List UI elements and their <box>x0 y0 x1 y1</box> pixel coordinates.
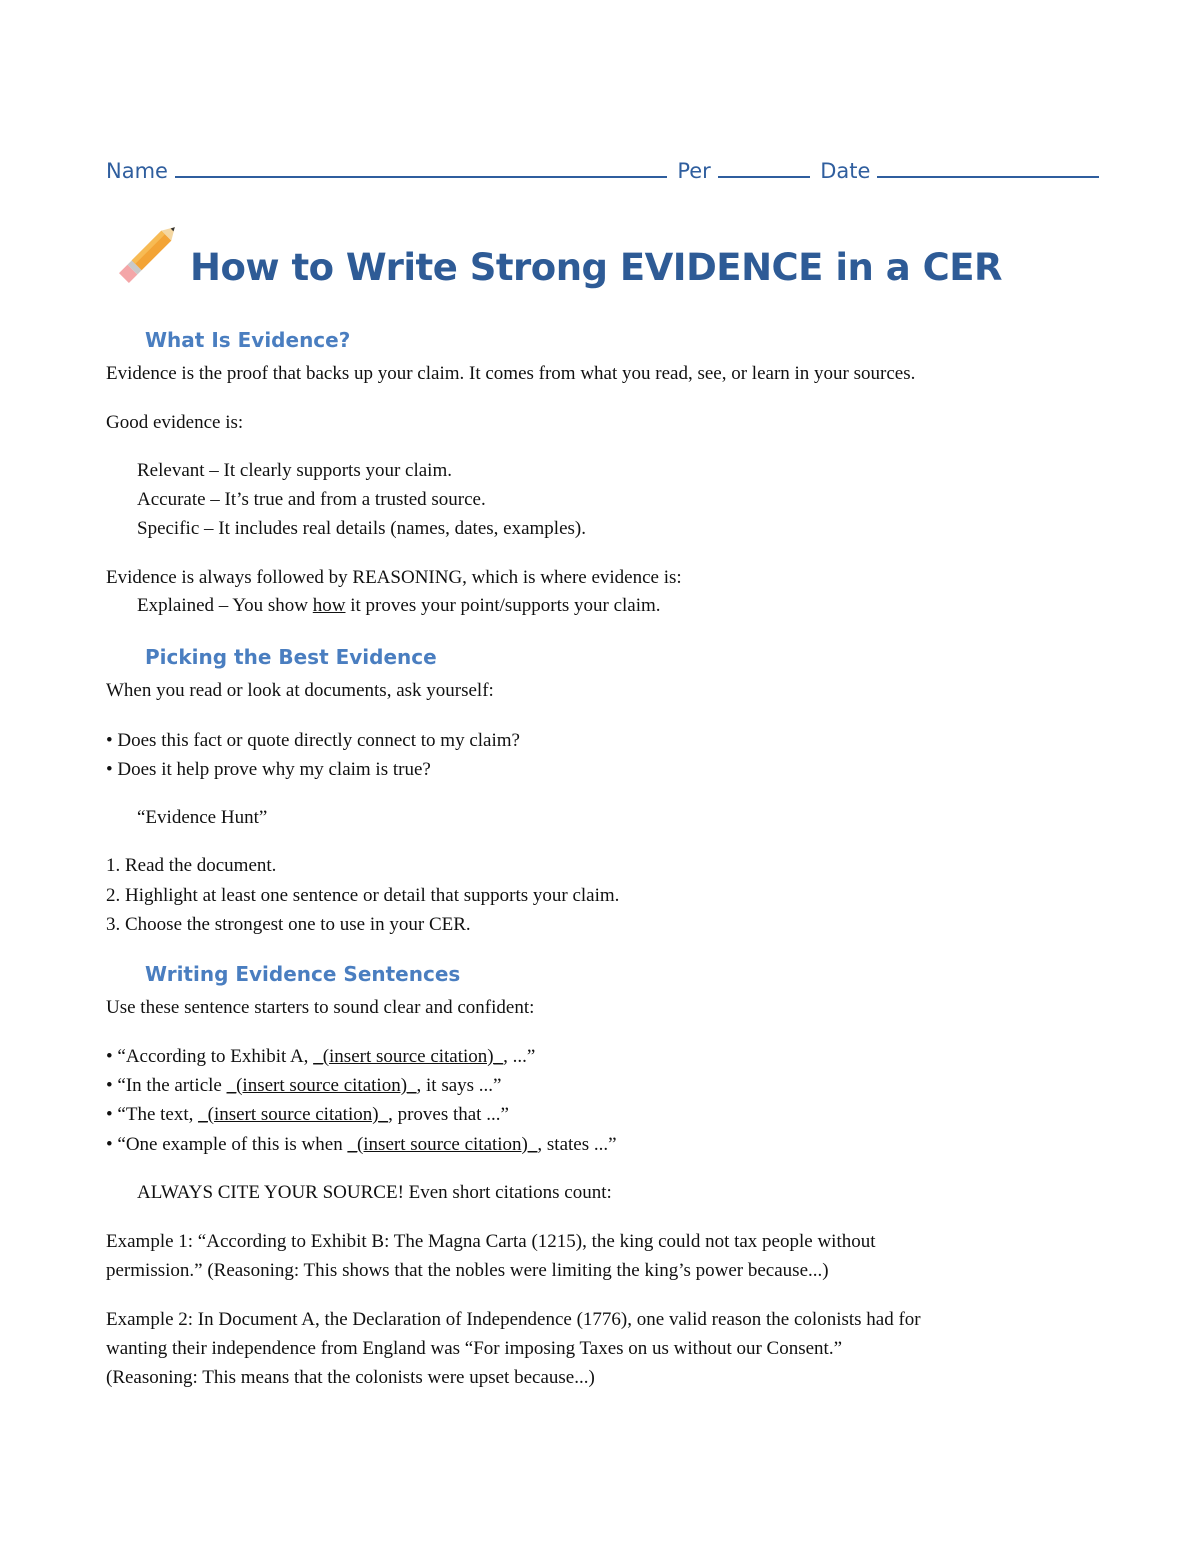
student-info-line <box>106 158 1099 183</box>
quality-item: Relevant – It clearly supports your claim. <box>137 460 452 481</box>
starter-text: , ...” <box>503 1046 536 1067</box>
section2-intro: When you read or look at documents, ask yourself: <box>106 680 494 701</box>
citation-placeholder: _(insert source citation)_ <box>347 1134 538 1155</box>
section1-intro: Evidence is the proof that backs up your claim. It comes from what you read, see, or learn in your sources. <box>106 363 916 384</box>
explained-line <box>137 594 661 618</box>
starter-text: • “In the article <box>106 1075 227 1096</box>
section-heading-what-is-evidence: What Is Evidence? <box>145 328 351 352</box>
starter-text: , it says ...” <box>416 1075 502 1096</box>
date-blank[interactable] <box>877 158 1099 178</box>
good-evidence-label: Good evidence is: <box>106 412 244 433</box>
explained-suffix: it proves your point/supports your claim. <box>345 595 661 616</box>
name-blank[interactable] <box>175 158 667 178</box>
date-label: Date <box>820 159 871 183</box>
cite-note: ALWAYS CITE YOUR SOURCE! Even short citations count: <box>137 1182 612 1203</box>
citation-placeholder: _(insert source citation)_ <box>313 1046 504 1067</box>
sentence-starter <box>106 1074 502 1098</box>
starter-text: • “According to Exhibit A, <box>106 1046 314 1067</box>
name-label: Name <box>106 159 168 183</box>
reasoning-note: Evidence is always followed by REASONING, which is where evidence is: <box>106 567 682 588</box>
sentence-starter <box>106 1045 535 1069</box>
example-2-line: Example 2: In Document A, the Declaration of Independence (1776), one valid reason the colonists had for <box>106 1309 921 1330</box>
explained-prefix: Explained – You show <box>137 595 313 616</box>
sentence-starter <box>106 1133 617 1157</box>
citation-placeholder: _(insert source citation)_ <box>226 1075 417 1096</box>
hunt-step: 3. Choose the strongest one to use in your CER. <box>106 914 471 935</box>
example-1-line: permission.” (Reasoning: This shows that the nobles were limiting the king’s power because...) <box>106 1260 829 1281</box>
starter-text: • “The text, <box>106 1104 199 1125</box>
starter-text: • “One example of this is when <box>106 1134 348 1155</box>
explained-underlined: how <box>312 595 346 616</box>
question-item: • Does this fact or quote directly connect to my claim? <box>106 730 520 751</box>
section-heading-picking-evidence: Picking the Best Evidence <box>145 645 437 669</box>
hunt-step: 2. Highlight at least one sentence or detail that supports your claim. <box>106 885 620 906</box>
example-1-line: Example 1: “According to Exhibit B: The Magna Carta (1215), the king could not tax people without <box>106 1231 876 1252</box>
hunt-step: 1. Read the document. <box>106 855 277 876</box>
citation-placeholder: _(insert source citation)_ <box>198 1104 389 1125</box>
starter-text: , states ...” <box>537 1134 617 1155</box>
section3-intro: Use these sentence starters to sound clear and confident: <box>106 997 535 1018</box>
section-heading-writing-sentences: Writing Evidence Sentences <box>145 962 461 986</box>
example-2-line: (Reasoning: This means that the colonists were upset because...) <box>106 1367 595 1388</box>
quality-item: Specific – It includes real details (names, dates, examples). <box>137 518 586 539</box>
quality-item: Accurate – It’s true and from a trusted source. <box>137 489 486 510</box>
period-blank[interactable] <box>718 158 810 178</box>
sentence-starter <box>106 1103 509 1127</box>
per-label: Per <box>677 159 711 183</box>
example-2-line: wanting their independence from England was “For imposing Taxes on us without our Consent.” <box>106 1338 843 1359</box>
starter-text: , proves that ...” <box>388 1104 509 1125</box>
question-item: • Does it help prove why my claim is true? <box>106 759 431 780</box>
page-title: How to Write Strong EVIDENCE in a CER <box>190 246 1003 289</box>
pencil-icon <box>108 214 188 294</box>
evidence-hunt-title: “Evidence Hunt” <box>137 807 268 828</box>
